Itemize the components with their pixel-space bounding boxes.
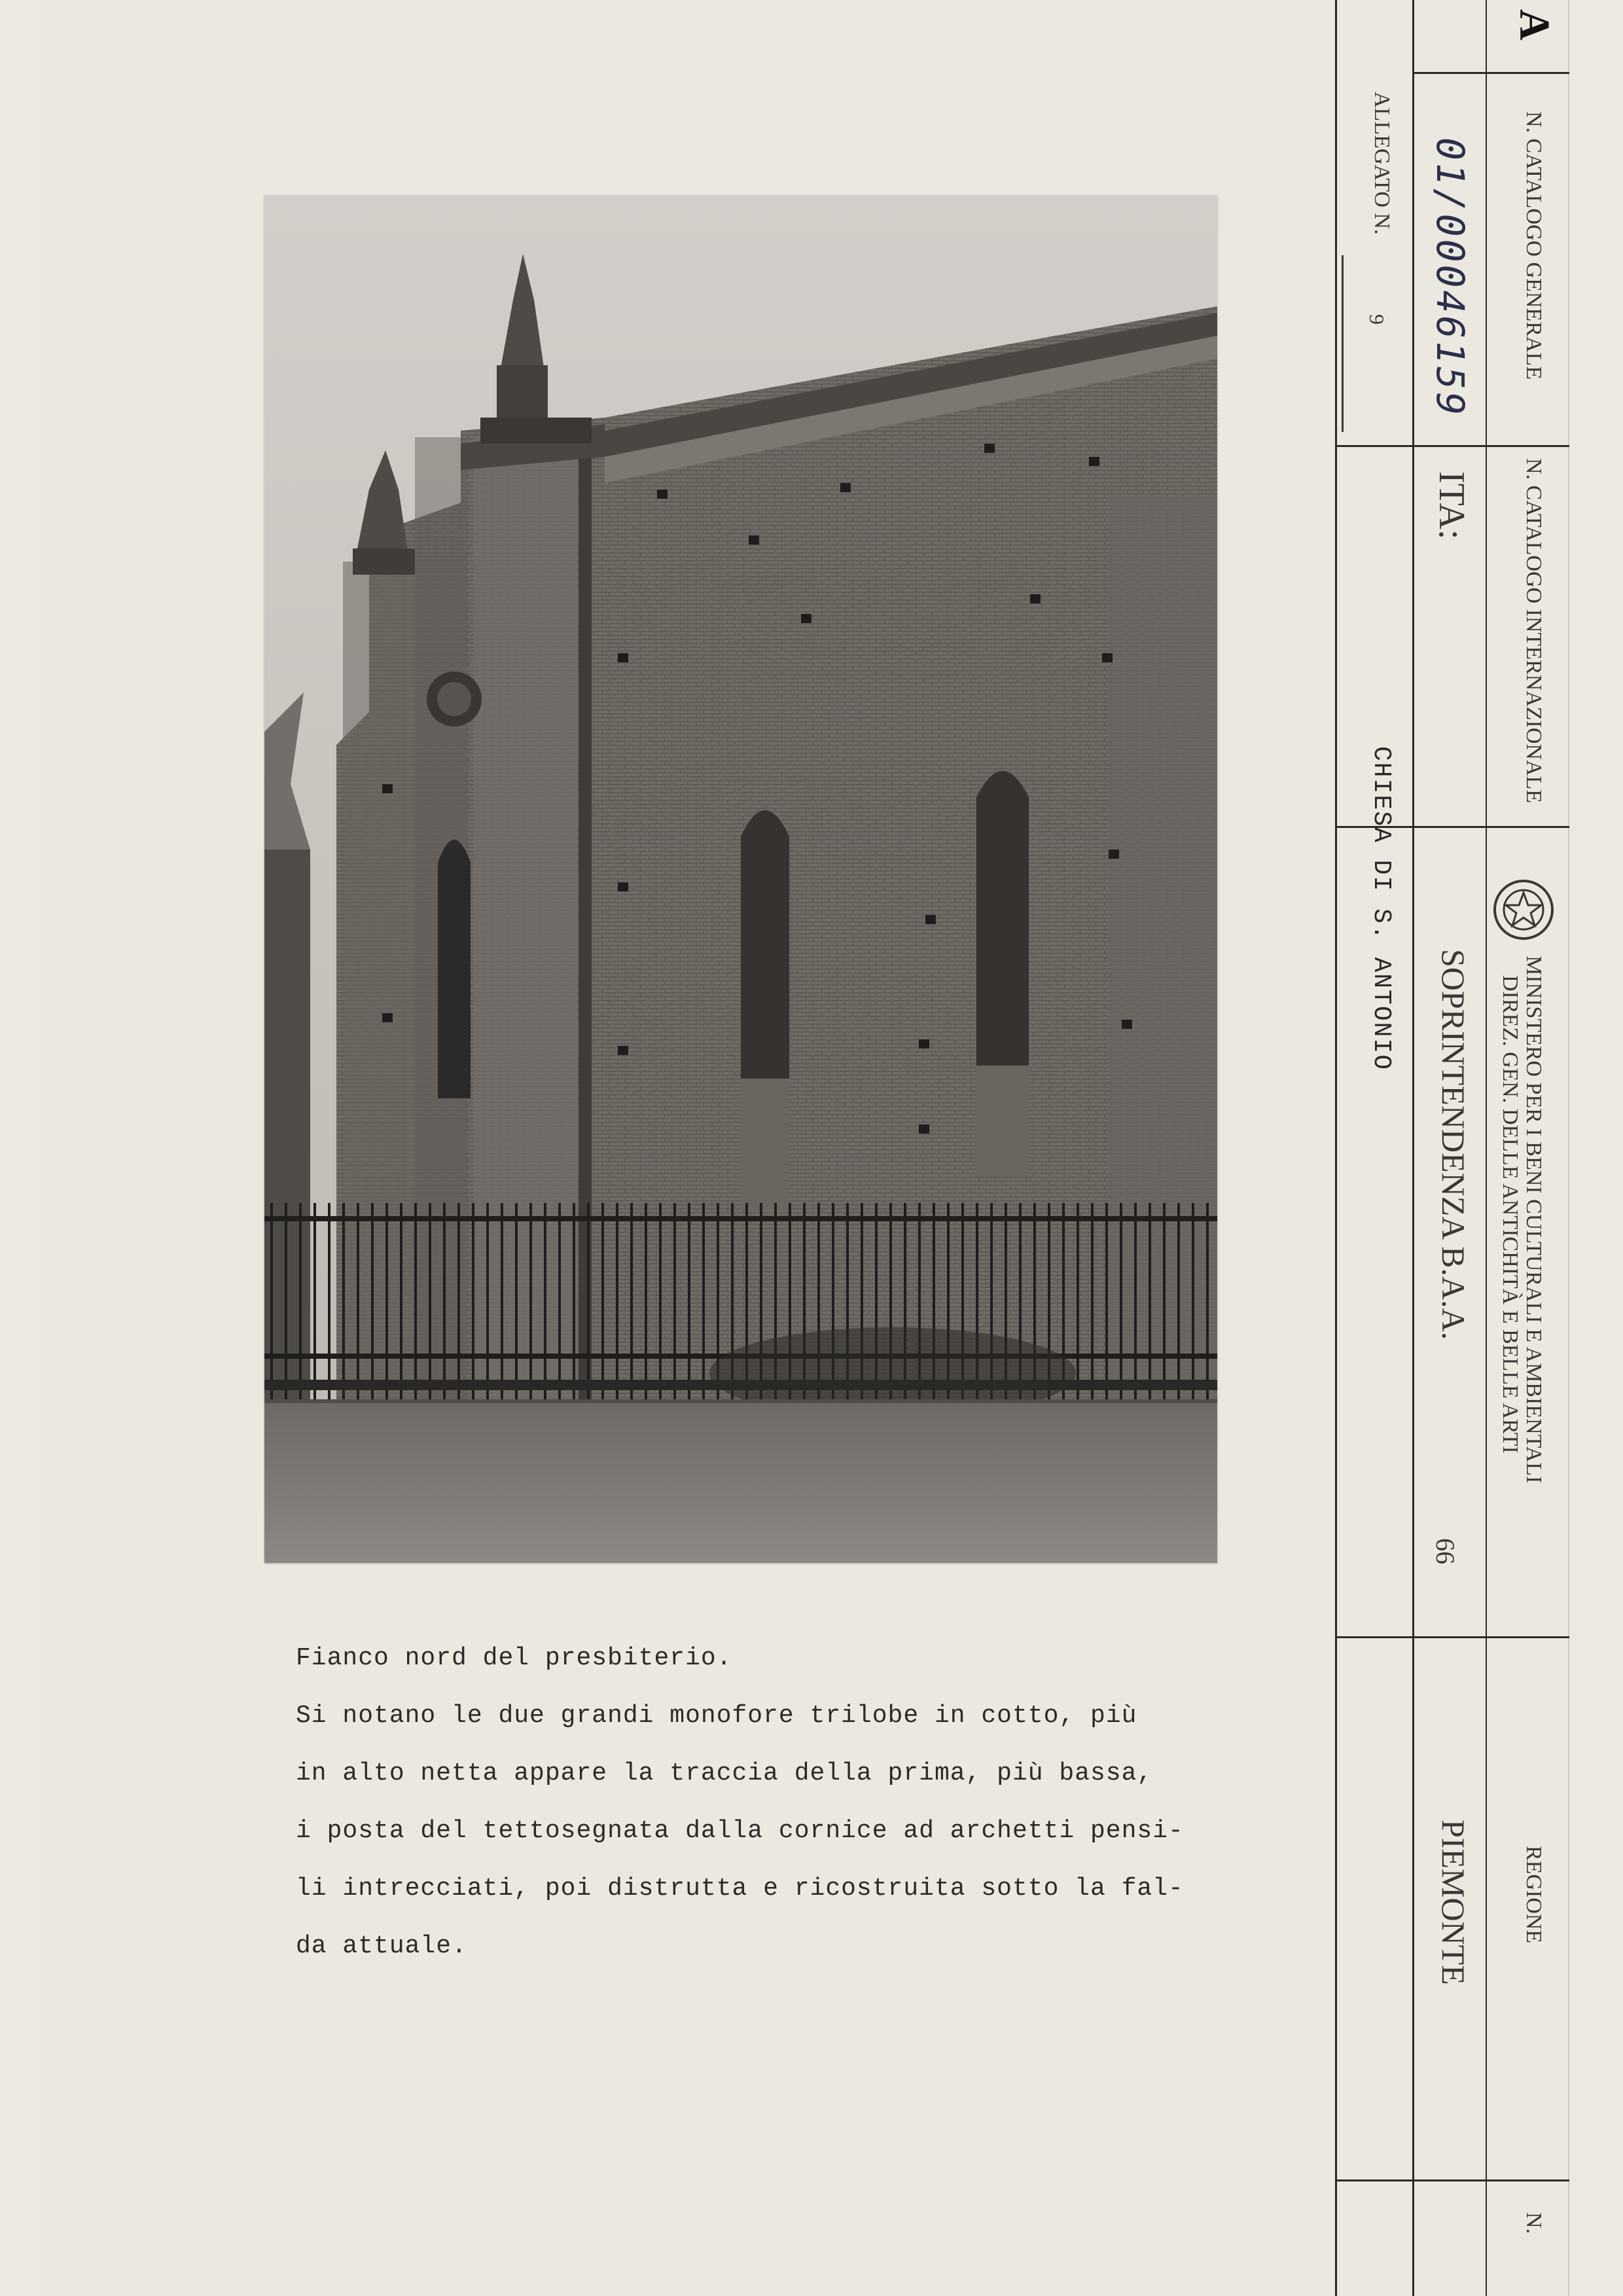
caption-line: li intrecciati, poi distrutta e ricostruita sotto la fal-	[296, 1874, 1184, 1903]
caption-line: i posta del tettosegnata dalla cornice ad archetti pensi-	[296, 1817, 1184, 1845]
form-divider	[1335, 1636, 1414, 1638]
card-edge	[1568, 0, 1569, 2296]
catalog-international-label: N. CATALOGO INTERNAZIONALE	[1522, 458, 1546, 804]
region-value: PIEMONTE	[1435, 1820, 1472, 1985]
catalog-general-label: N. CATALOGO GENERALE	[1522, 111, 1546, 380]
ministry-line-2: DIREZ. GEN. DELLE ANTICHITÀ E BELLE ARTI	[1498, 975, 1522, 1454]
form-divider	[1412, 826, 1569, 828]
form-divider	[1412, 445, 1569, 447]
form-divider	[1412, 1636, 1569, 1638]
form-border-outer	[1486, 0, 1487, 2296]
republic-emblem-icon	[1491, 877, 1556, 942]
form-divider	[1412, 72, 1569, 74]
church-photograph	[264, 195, 1217, 1563]
soprintendenza-number: 66	[1431, 1538, 1460, 1564]
attachment-underline	[1342, 255, 1344, 432]
soprintendenza-name: SOPRINTENDENZA B.A.A.	[1435, 949, 1472, 1340]
attachment-value: 9	[1365, 314, 1389, 325]
form-divider	[1335, 445, 1414, 447]
form-border-middle	[1412, 0, 1414, 2296]
subject-title: CHIESA DI S. ANTONIO	[1367, 746, 1395, 1071]
n-label: N.	[1522, 2212, 1546, 2234]
caption-line: in alto netta appare la traccia della prima, più bassa,	[296, 1759, 1153, 1787]
form-letter: A	[1510, 9, 1558, 41]
ministry-line-1: MINISTERO PER I BENI CULTURALI E AMBIENTALI	[1522, 956, 1546, 1484]
region-label: REGIONE	[1522, 1846, 1546, 1944]
attachment-label: ALLEGATO N.	[1370, 92, 1394, 235]
photo-caption	[296, 1630, 1238, 1975]
caption-line: Fianco nord del presbiterio.	[296, 1644, 732, 1672]
catalog-general-value: 01/00046159	[1428, 137, 1472, 418]
caption-line: Si notano le due grandi monofore trilobe in cotto, più	[296, 1702, 1137, 1730]
caption-line: da attuale.	[296, 1932, 467, 1960]
form-divider	[1412, 2179, 1569, 2181]
catalog-international-value: ITA:	[1431, 471, 1472, 540]
form-border-inner	[1335, 0, 1337, 2296]
form-divider	[1335, 2179, 1414, 2181]
